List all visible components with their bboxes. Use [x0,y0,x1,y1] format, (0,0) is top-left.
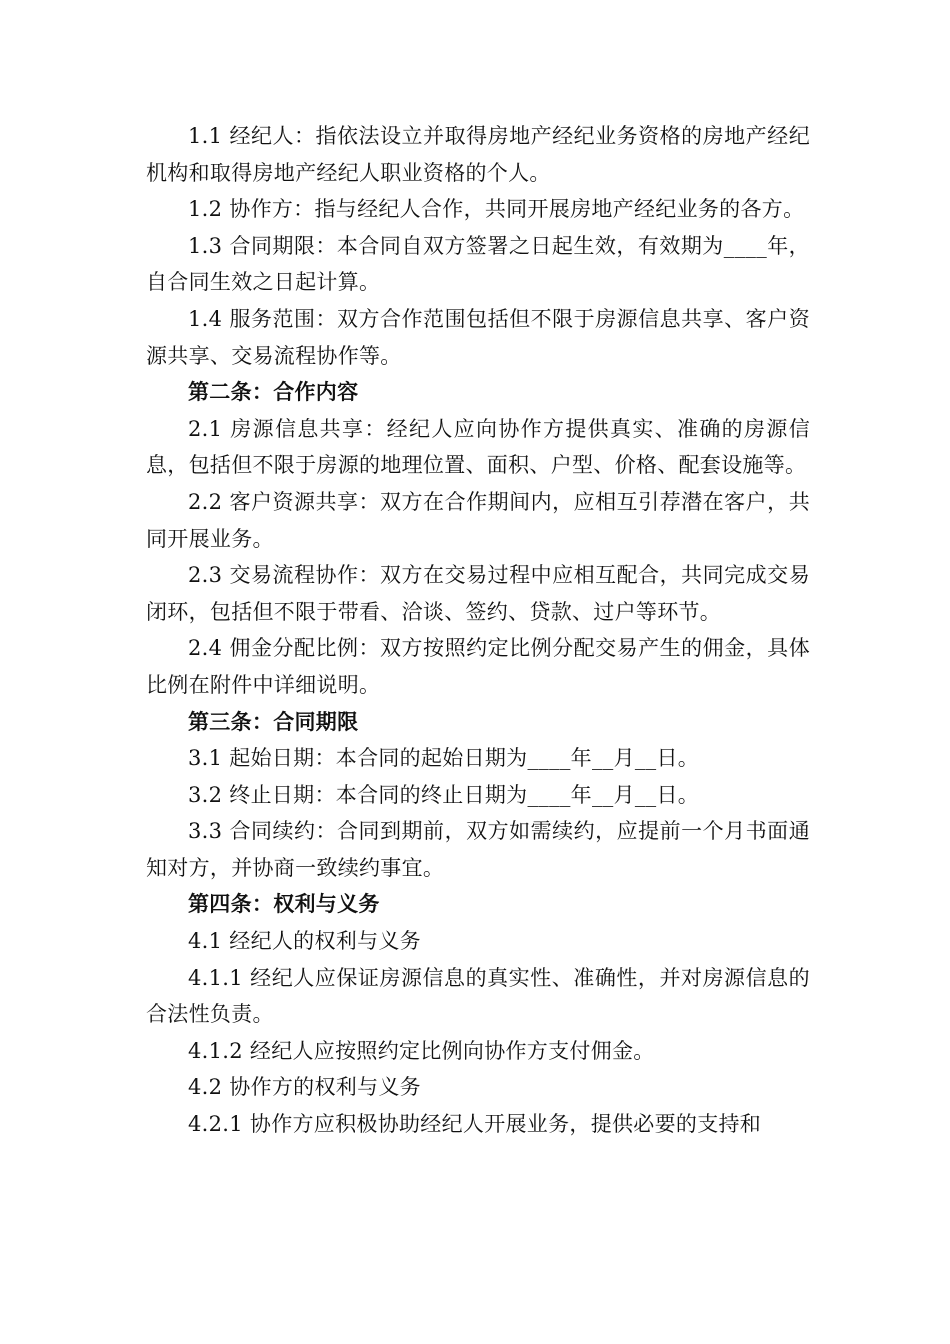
clause-3-3: 3.3 合同续约：合同到期前，双方如需续约，应提前一个月书面通知对方，并协商一致续约事宜。 [146,819,810,880]
clause-1-2: 1.2 协作方：指与经纪人合作，共同开展房地产经纪业务的各方。 [188,197,805,222]
article-2-heading: 第二条：合作内容 [188,380,359,405]
clause-4-2: 4.2 协作方的权利与义务 [188,1075,421,1100]
clause-2-4: 2.4 佣金分配比例：双方按照约定比例分配交易产生的佣金，具体比例在附件中详细说明。 [146,636,810,697]
clause-2-2: 2.2 客户资源共享：双方在合作期间内，应相互引荐潜在客户，共同开展业务。 [146,489,810,551]
clause-4-2-1: 4.2.1 协作方应积极协助经纪人开展业务，提供必要的支持和 [188,1112,762,1137]
clause-2-3: 2.3 交易流程协作：双方在交易过程中应相互配合，共同完成交易闭环，包括但不限于带看、洽谈、签约、贷款、过户等环节。 [146,563,810,624]
clause-3-1: 3.1 起始日期：本合同的起始日期为____年__月__日。 [188,746,700,771]
document-page [146,118,810,1143]
clause-4-1-1: 4.1.1 经纪人应保证房源信息的真实性、准确性，并对房源信息的合法性负责。 [146,965,810,1027]
clause-3-2: 3.2 终止日期：本合同的终止日期为____年__月__日。 [188,782,700,807]
clause-4-1-2: 4.1.2 经纪人应按照约定比例向协作方支付佣金。 [188,1038,655,1063]
article-3-heading: 第三条：合同期限 [188,709,359,734]
clause-2-1: 2.1 房源信息共享：经纪人应向协作方提供真实、准确的房源信息，包括但不限于房源的地理位置、面积、户型、价格、配套设施等。 [146,416,810,478]
clause-1-4: 1.4 服务范围：双方合作范围包括但不限于房源信息共享、客户资源共享、交易流程协作等。 [146,306,810,368]
clause-1-3: 1.3 合同期限：本合同自双方签署之日起生效，有效期为____年，自合同生效之日起计算。 [146,233,810,295]
clause-1-1: 1.1 经纪人：指依法设立并取得房地产经纪业务资格的房地产经纪机构和取得房地产经纪人职业资格的个人。 [146,124,810,185]
clause-4-1: 4.1 经纪人的权利与义务 [188,929,421,954]
article-4-heading: 第四条：权利与义务 [188,892,380,917]
